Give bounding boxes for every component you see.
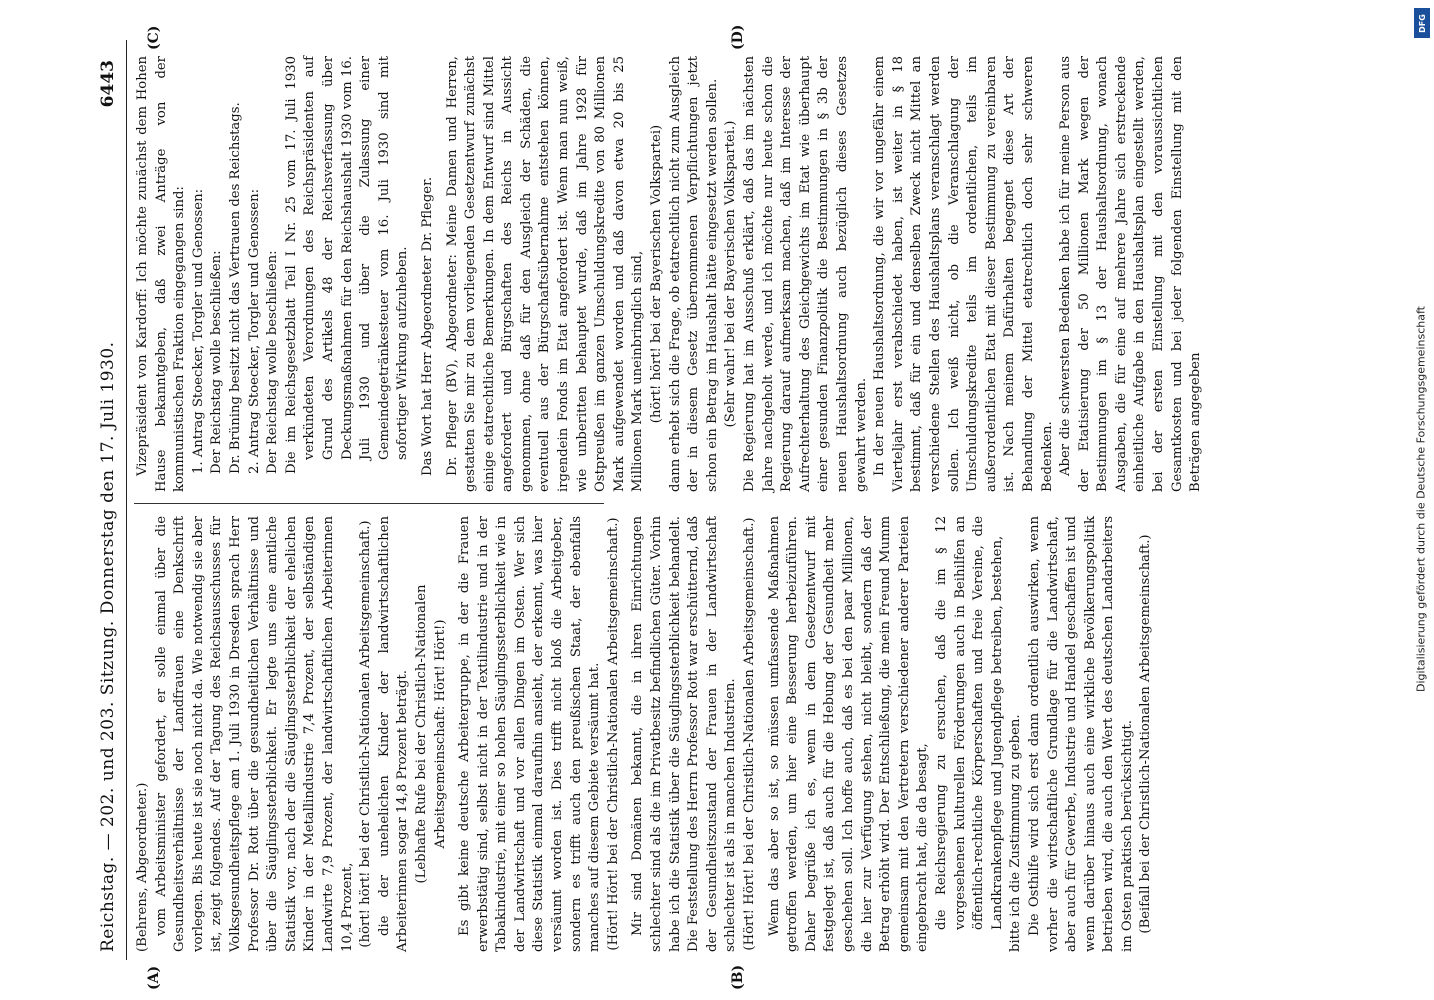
header-rule	[126, 40, 127, 960]
marker-a: (A)	[146, 965, 162, 990]
marker-b: (B)	[730, 964, 746, 990]
header-title: Reichstag. — 202. und 203. Sitzung. Donnerstag den 17. Juli 1930.	[98, 341, 118, 952]
page-number: 6443	[98, 60, 118, 108]
paragraph: Vizepräsident von Kardorff: Ich möchte zunächst dem Hohen Hause bekanntgeben, daß zwei Anträge von der kommunistischen Fraktion eingegangen sind:	[135, 56, 188, 492]
list-item-detail: Der Reichstag wolle beschließen:	[265, 250, 281, 474]
list-item-detail: Der Reichstag wolle beschließen:	[209, 250, 225, 474]
left-column	[134, 516, 1330, 952]
paragraph: die der unehelichen Kinder der landwirtschaftlichen Arbeiterinnen sogar 14,8 Prozent beträgt.	[376, 516, 411, 952]
paragraph: Die Regierung hat im Ausschuß erklärt, daß das im nächsten Jahre nachgeholt werde, und ich möchte nur heute schon die Regierung darauf aufmerksam machen, daß im Interesse der Aufrechterhaltung des Gleichgewichts im Etat wie überhaupt einer gesunden Finanzpolitik die Bestimmungen in § 3b der neuen Haushaltsordnung auch bezüglich dieses Gesetzes gewahrt werden.	[742, 56, 869, 492]
marker-c: (C)	[146, 25, 162, 50]
interjection: (Hört! Hört! bei der Christlich-Nationalen Arbeitsgemeinschaft.)	[742, 517, 757, 951]
paragraph: vom Arbeitsminister gefordert, er solle einmal über die Gesundheitsverhältnisse der Landfrauen eine Denkschrift vorlegen. Bis heute ist sie noch nicht da. Wie notwendig sie aber ist, zeigt folgendes. Auf der Tagung des Reichsausschusses für Volksgesundheitspflege am 1. Juli 1930 in Dresden sprach Herr Professor Dr. Rott über die gesundheitlichen Verhältnisse und über die Säuglingssterblichkeit. Er legte uns eine amtliche Statistik vor, nach der die Säuglingssterblichkeit der ehelichen Kinder in der Metallindustrie 7,4 Prozent, der selbständigen Landwirte 7,9 Prozent, der landwirtschaftlichen Arbeiterinnen 10,4 Prozent,	[153, 516, 355, 952]
paragraph: Das Wort hat Herr Abgeordneter Dr. Pfleger.	[419, 176, 435, 476]
interjection: (hört! hört! bei der Bayerischen Volkspartei)	[649, 124, 665, 424]
paragraph: Es gibt keine deutsche Arbeitergruppe, in der die Frauen erwerbstätig sind, selbst nicht in der Textilindustrie und in der Tabakindustrie, mit einer so hohen Säuglingssterblichkeit wie in der Landwirtschaft und vor allen Dingen im Osten. Wer sich diese Statistik einmal daraufhin ansieht, der erkennt, was hier versäumt worden ist. Dies trifft nicht bloß die Arbeitgeber, sondern es trifft auch den preußischen Staat, der ebenfalls manches auf diesem Gebiete versäumt hat.	[457, 516, 603, 952]
rotated-page	[90, 24, 1340, 990]
paragraph: Dr. Pfleger (BV), Abgeordneter: Meine Damen und Herren, gestatten Sie mir zu dem vorliegenden Gesetzentwurf zunächst einige etatrechtliche Bemerkungen. In dem Entwurf sind Mittel angefordert und Bürgschaften des Reichs in Aussicht genommen, ohne daß für den Ausgleich der Schäden, die eventuell aus der Bürgschaftsübernahme entstehen können, irgendein Fonds im Etat angefordert ist. Wenn man nun weiß, wie unberitten behauptet wurde, daß im Jahre 1928 für Ostpreußen im ganzen Umschuldungskredite von 80 Millionen Mark aufgewendet worden und daß davon etwa 20 bis 25 Millionen Mark uneinbringlich sind,	[444, 56, 646, 492]
side-note	[1412, 14, 1430, 984]
paragraph: Die Osthilfe wird sich erst dann ordentlich auswirken, wenn vorher die wirtschaftliche Grundlage für die Landwirtschaft, aber auch für Gewerbe, Industrie und Handel geschaffen ist und wenn darüber hinaus auch eine wirkliche Bevölkerungspolitik betrieben wird, die auch den Wert des deutschen Landarbeiters im Osten praktisch berücksichtigt.	[1026, 516, 1135, 952]
page-header	[90, 40, 124, 960]
paragraph: Mir sind Domänen bekannt, die in ihren Einrichtungen schlechter sind als die im Privatbesitz befindlichen Güter. Vorhin habe ich die Statistik über die Säuglingssterblichkeit behandelt. Die Feststellung des Herrn Professor Rott war erschütternd, daß der Gesundheitszustand der Frauen in der Landwirtschaft schlechter ist als in manchen Industrien.	[630, 516, 739, 952]
paragraph: Wenn das aber so ist, so müssen umfassende Maßnahmen getroffen werden, um hier eine Besserung herbeizuführen. Daher begrüße ich es, wenn in dem Gesetzentwurf mit festgelegt ist, daß auch für die Hebung der Gesundheit mehr geschehen soll. Ich hoffe auch, daß es bei den paar Millionen, die hier zur Verfügung stehen, nicht bleibt, sondern daß der Betrag erhöht wird. Der Entschließung, die mein Freund Mumm gemeinsam mit den Vertretern verschiedener anderer Parteien eingebracht hat, die da besagt,	[766, 516, 931, 952]
list-item: 2. Antrag Stoecker, Torgler und Genossen:	[246, 188, 262, 474]
list-item-detail: Dr. Brüning besitzt nicht das Vertrauen des Reichstags.	[227, 102, 243, 474]
paragraph: dann erhebt sich die Frage, ob etatrechtlich nicht zum Ausgleich der in diesem Gesetz übernommenen Verpflichtungen jetzt schon ein Betrag im Haushalt hätte eingesetzt werden sollen.	[667, 56, 720, 492]
paragraph: Aber die schwersten Bedenken habe ich für meine Person aus der Etatisierung der 50 Millionen Mark wegen der Bestimmungen im § 13 der Haushaltsordnung, wonach Ausgaben, die für eine auf mehrere Jahre sich erstreckende einheitliche Aufgabe in den Haushaltsplan eingestellt werden, bei der ersten Einstellung mit den voraussichtlichen Gesamtkosten und bei jeder folgenden Einstellung mit den Beträgen angegeben	[1058, 56, 1204, 492]
list-item-detail: Die im Reichsgesetzblatt Teil I Nr. 25 vom 17. Juli 1930 verkündeten Verordnungen des Reichspräsidenten auf Grund des Artikels 48 der Reichsverfassung über Deckungsmaßnahmen für den Reichshaushalt 1930 vom 16. Juli 1930 und über die Zulassung einer Gemeindegetränkesteuer vom 16. Juli 1930 sind mit sofortiger Wirkung aufzuheben.	[283, 56, 411, 474]
side-note-text: Digitalisierung gefördert durch die Deutsche Forschungsgemeinschaft	[1414, 306, 1428, 692]
paragraph: bitte ich die Zustimmung zu geben.	[1008, 714, 1024, 952]
interjection: (Sehr wahr! bei der Bayerischen Volkspartei.)	[723, 120, 739, 428]
quoted-resolution: die Reichsregierung zu ersuchen, daß die im § 12 vorgesehenen kulturellen Förderungen auch in Beihilfen an öffentlich-rechtliche Körperschaften und freie Vereine, die Landkrankenpflege und Jugendpflege betreiben, bestehen,	[933, 516, 1005, 930]
motion-list	[190, 56, 413, 492]
list-item: 1. Antrag Stoecker, Torgler und Genossen:	[190, 188, 206, 474]
interjection: (Lebhafte Rufe bei der Christlich-Nationalen Arbeitsgemeinschaft: Hört! Hört!)	[413, 584, 448, 884]
right-column	[134, 56, 1330, 492]
interjection: (Hört! Hört! bei der Christlich-Nationalen Arbeitsgemeinschaft.)	[605, 517, 621, 951]
column-divider	[134, 503, 604, 504]
interjection: (hört! hört! bei der Christlich-Nationalen Arbeitsgemeinschaft.)	[358, 520, 374, 948]
marker-d: (D)	[730, 24, 746, 50]
dfg-logo: DFG	[1414, 8, 1430, 38]
interjection: (Beifall bei der Christlich-Nationalen Arbeitsgemeinschaft.)	[1138, 534, 1154, 934]
paragraph: In der neuen Haushaltsordnung, die wir vor ungefähr einem Vierteljahr erst verabschiedet haben, ist weiter in § 18 bestimmt, daß für ein und denselben Zweck nicht Mittel an verschiedene Stellen des Haushaltsplans veranschlagt werden sollen. Ich weiß nicht, ob die Veranschlagung der Umschuldungskredite teils im ordentlichen, teils im außerordentlichen Etat mit dieser Bestimmung zu vereinbaren ist. Nach meinem Dafürhalten begegnet diese Art der Behandlung der Mittel etatrechtlich doch sehr schweren Bedenken.	[872, 56, 1055, 492]
speaker-continuation: (Behrens, Abgeordneter.)	[135, 782, 150, 952]
